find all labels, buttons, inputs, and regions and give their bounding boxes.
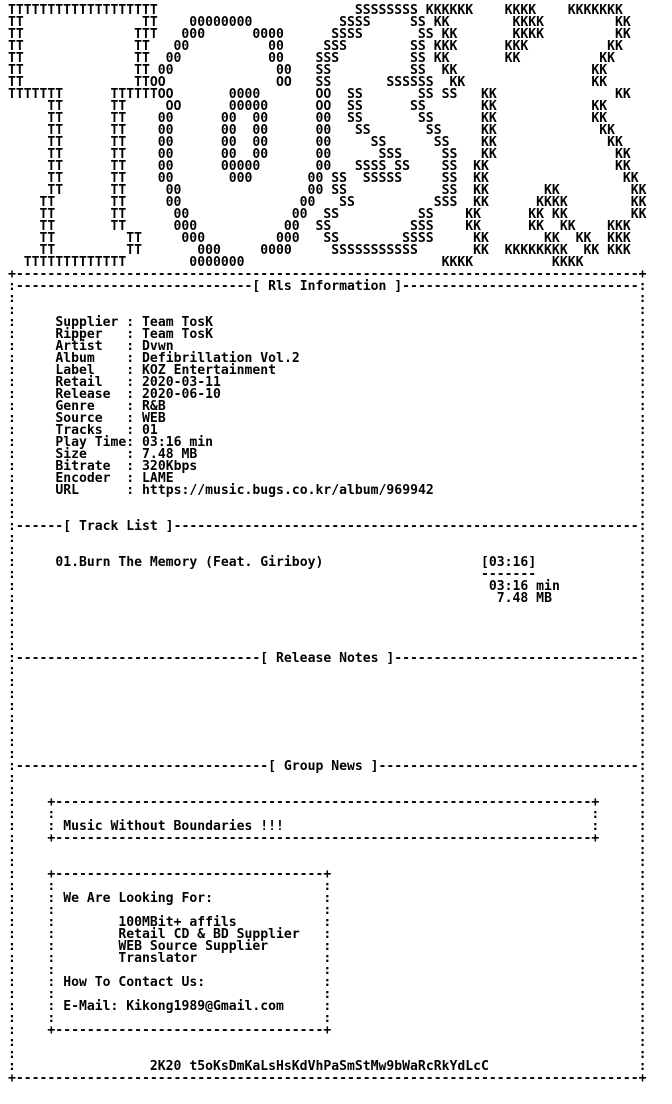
logo-line: TTTTTTT TTTTTTOO 0000 OO SS SS SS KK KK: [8, 87, 631, 102]
wanted-item: WEB Source Supplier: [118, 939, 269, 954]
info-value-source: WEB: [142, 411, 166, 426]
logo-line: TT TT 00 00000 00 SSSS SS SS KK KK: [8, 159, 631, 174]
wanted-item: 100MBit+ affils: [118, 915, 237, 930]
info-label-encoder: Encoder: [55, 471, 127, 486]
logo-line: TT TT 00 00 00 00 SS SS KK KK: [8, 111, 608, 126]
info-value-release: 2020-06-10: [142, 387, 221, 402]
logo-line: TT TT 00 00 00 00 SS SS KK KK: [8, 135, 623, 150]
logo-line: TT TT 00 00 SS SS KK KK KK: [8, 183, 647, 198]
info-value-bitrate: 320Kbps: [142, 459, 198, 474]
wanted-item: Translator: [118, 951, 198, 966]
info-label-tracks: Tracks: [55, 423, 127, 438]
group-motto: Music Without Boundaries !!!: [63, 819, 284, 834]
info-value-label: KOZ Entertainment: [142, 363, 277, 378]
info-value-play-time: 03:16 min: [142, 435, 213, 450]
info-label-supplier: Supplier: [55, 315, 127, 330]
logo-line: TT TTOO OO SS SSSSSS KK KK: [8, 75, 608, 90]
logo-line: TT TT 00 00 SS SS KK KK KK KK: [8, 207, 647, 222]
info-value-url[interactable]: https://music.bugs.co.kr/album/969942: [142, 483, 434, 498]
track-time: [03:16]: [481, 555, 537, 570]
info-value-tracks: 01: [142, 423, 158, 438]
logo-line: TTTTTTTTTTTTT 0000000 KKKK KKKK: [8, 255, 584, 270]
logo-line: TT TT 00 00 SS SS KK KK: [8, 63, 608, 78]
logo-line: TT TT 000 00 SS SSS KK KK KK KKK: [8, 219, 631, 234]
info-value-album: Defibrillation Vol.2: [142, 351, 300, 366]
section-title: [ Release Notes ]: [260, 651, 395, 666]
logo-line: TT TT 00000000 SSSS SS KK KKKK KK: [8, 15, 631, 30]
info-value-supplier: Team TosK: [142, 315, 213, 330]
nfo-document: TTTTTTTTTTTTTTTTTTT SSSSSSSS KKKKKK KKKK KKKKKKK TT TT 00000000 SSSS SS KK KKKK KK TT TTT 000 0000 SSSS SS KK KKKK KK TT TT 00 00 SSS SS KKK KKK KK TT TT 00 00 SSS SS KK KK KK TT TT 00 00 SS SS KK KK TT TTOO OO SS SSSSSS KK KK TTTTTTT TTTTTTOO 0000 OO SS SS SS KK KK TT TT OO 00000 OO SS SS KK KK TT TT 00 00 00 00 SS SS KK KK TT TT 00 00 00 00 SS SS KK KK TT TT 00 00 00 00 SS SS KK KK TT TT 00 00 00 00 SSS SS KK KK TT TT 00 00000 00 SSSS SS SS KK KK TT TT 00 000 00 SS SSSSS SS KK KK TT TT 00 00 SS SS KK KK KK TT TT 00 00 SS SSS KK KKKK KK TT TT 00 00 SS SS KK KK KK KK TT TT 000 00 SS SSS KK KK KK KKK TT TT 000 000 SS SSSS KK KK KK KKK TT TT 000 0000 SSSSSSSSSSS KK KKKKKKKK KK KKK TTTTTTTTTTTTT 0000000 KKKK KKKK +-------------------------------------------------------------------------------+ :------------------------------[ Rls Information ]------------------------------: : : : : : Supplier : Team TosK : : Ripper : Team TosK : : Artist : Dvwn : : Album : Defibrillation Vol.2 : : Label : KOZ Entertainment : : Retail : 2020-03-11 : : Release : 2020-06-10 : : Genre : R&B : : Source : WEB : : Tracks : 01 : : Play Time: 03:16 min : : Size : 7.48 MB : : Bitrate : 320Kbps : : Encoder : LAME : : URL : https://music.bugs.co.kr/album/969942 : : : : : :------[ Track List ]-----------------------------------------------------------: : : : : : 01.Burn The Memory (Feat. Giriboy) [03:16] : : ------- : : 03:16 min : : 7.48 MB : : : : : : : : : :-------------------------------[ Release Notes ]-------------------------------: : : : : : : : : : : : : : : : : :--------------------------------[ Group News ]---------------------------------: : : : : : +--------------------------------------------------------------------+ : : : : : : : Music Without Boundaries !!! : : : +--------------------------------------------------------------------+ : : : : : : +----------------------------------+ : : : : : : : We Are Looking For: : : : : : : : : 100MBit+ affils : : : : Retail CD & BD Supplier : : : : WEB Source Supplier : : : : Translator : : : : : : : : How To Contact Us: : : : : : : : : E-Mail: Kikong1989@Gmail.com : : : : : : : +----------------------------------+ : : : : : : 2K20 t5oKsDmKaLsHsKdVhPaSmStMw9bWaRcRkYdLcC : +-------------------------------------------------------------------------------+: [8, 3, 647, 1086]
logo-line: TT TT OO 00000 OO SS SS KK KK: [8, 99, 608, 114]
info-value-ripper: Team TosK: [142, 327, 213, 342]
wanted-item: Retail CD & BD Supplier: [118, 927, 300, 942]
info-value-retail: 2020-03-11: [142, 375, 221, 390]
info-label-genre: Genre: [55, 399, 127, 414]
greets-line: 2K20 t5oKsDmKaLsHsKdVhPaSmStMw9bWaRcRkYdLcC: [149, 1059, 489, 1074]
logo-line: TTTTTTTTTTTTTTTTTTT SSSSSSSS KKKKKK KKKK KKKKKKK: [8, 3, 623, 18]
info-value-encoder: LAME: [142, 471, 174, 486]
track-title: 01.Burn The Memory (Feat. Giriboy): [55, 555, 324, 570]
info-label-bitrate: Bitrate: [55, 459, 127, 474]
info-label-source: Source: [55, 411, 127, 426]
logo-line: TT TT 00 00 SSS SS KK KK KK: [8, 51, 615, 66]
looking-for-heading: We Are Looking For:: [63, 891, 213, 906]
info-label-album: Album: [55, 351, 127, 366]
info-label-label: Label: [55, 363, 127, 378]
email-line[interactable]: E-Mail: Kikong1989@Gmail.com: [63, 999, 284, 1014]
logo-line: TT TT 00 000 00 SS SSSSS SS KK KK: [8, 171, 639, 186]
total-time: 03:16 min: [488, 579, 560, 594]
logo-line: TT TT 00 00 00 00 SS SS KK KK: [8, 123, 615, 138]
info-value-genre: R&B: [142, 399, 166, 414]
info-label-ripper: Ripper: [55, 327, 127, 342]
info-label-play-time: Play Time: [55, 435, 127, 450]
info-value-size: 7.48 MB: [142, 447, 198, 462]
total-size: 7.48 MB: [496, 591, 552, 606]
info-label-retail: Retail: [55, 375, 127, 390]
contact-heading: How To Contact Us:: [63, 975, 206, 990]
logo-line: TT TT 00 00 SSS SS KKK KKK KK: [8, 39, 623, 54]
logo-line: TT TT 000 000 SS SSSS KK KK KK KKK: [8, 231, 631, 246]
logo-line: TT TT 00 00 00 00 SSS SS KK KK: [8, 147, 631, 162]
info-label-release: Release: [55, 387, 127, 402]
section-title: [ Group News ]: [268, 759, 379, 774]
info-value-artist: Dvwn: [142, 339, 174, 354]
logo-line: TT TT 000 0000 SSSSSSSSSSS KK KKKKKKKK KK KKK: [8, 243, 631, 258]
info-label-artist: Artist: [55, 339, 127, 354]
logo-line: TT TT 00 00 SS SSS KK KKKK KK: [8, 195, 647, 210]
info-label-url: URL: [55, 483, 127, 498]
section-title: [ Track List ]: [63, 519, 174, 534]
section-title: [ Rls Information ]: [252, 279, 403, 294]
info-label-size: Size: [55, 447, 127, 462]
logo-line: TT TTT 000 0000 SSSS SS KK KKKK KK: [8, 27, 631, 42]
